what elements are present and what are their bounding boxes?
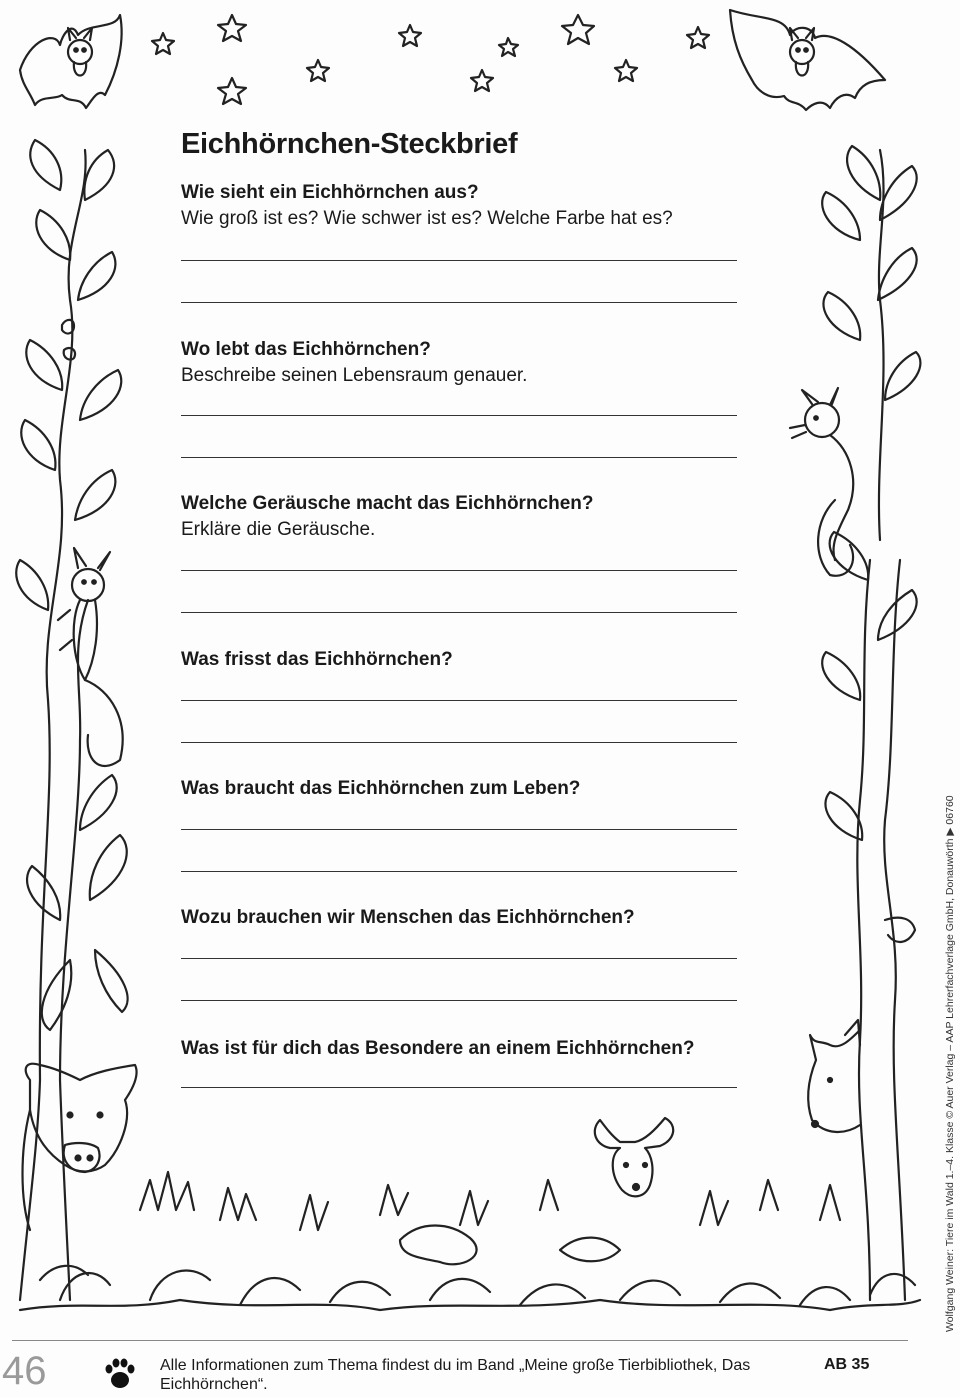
deer-icon <box>595 1118 673 1196</box>
question-hint: Wie groß ist es? Wie schwer ist es? Welche Farbe hat es? <box>181 208 673 229</box>
leaf-icon <box>822 146 920 840</box>
question-hint: Beschreibe seinen Lebensraum genauer. <box>181 365 528 386</box>
answer-line <box>181 302 737 303</box>
question-6 <box>181 905 741 931</box>
answer-line <box>181 570 737 571</box>
answer-line <box>181 700 737 701</box>
sheet-code: AB 35 <box>824 1356 870 1373</box>
copyright-notice: Wolfgang Weiner: Tiere im Wald 1.–4. Klasse © Auer Verlag – AAP Lehrerfachverlage GmbH, Donauwörth ▶ 06760 <box>944 795 956 1332</box>
bat-icon <box>20 15 122 108</box>
question-heading: Wo lebt das Eichhörnchen? <box>181 339 431 360</box>
question-heading: Was frisst das Eichhörnchen? <box>181 649 453 670</box>
question-1 <box>181 180 741 232</box>
question-hint: Erkläre die Geräusche. <box>181 519 376 540</box>
question-5 <box>181 776 741 802</box>
squirrel-icon <box>790 388 853 576</box>
paw-icon <box>100 1354 140 1394</box>
answer-line <box>181 457 737 458</box>
question-4 <box>181 647 741 673</box>
fox-icon <box>808 1020 860 1132</box>
answer-line <box>181 612 737 613</box>
question-heading: Was braucht das Eichhörnchen zum Leben? <box>181 778 581 799</box>
answer-line <box>181 260 737 261</box>
question-heading: Wozu brauchen wir Menschen das Eichhörnchen? <box>181 907 635 928</box>
question-2 <box>181 337 741 389</box>
footer-divider <box>12 1340 908 1341</box>
footer-info-text: Alle Informationen zum Thema findest du im Band „Meine große Tierbibliothek, Das Eichhörnchen“. <box>160 1357 751 1393</box>
answer-line <box>181 1087 737 1088</box>
question-7 <box>181 1036 741 1062</box>
answer-line <box>181 871 737 872</box>
page-number: 46 <box>2 1349 47 1393</box>
answer-line <box>181 1000 737 1001</box>
question-heading: Wie sieht ein Eichhörnchen aus? <box>181 182 479 203</box>
question-heading: Welche Geräusche macht das Eichhörnchen? <box>181 493 594 514</box>
answer-line <box>181 958 737 959</box>
worksheet-title: Eichhörnchen-Steckbrief <box>181 128 518 160</box>
question-3 <box>181 491 741 543</box>
question-heading: Was ist für dich das Besondere an einem Eichhörnchen? <box>181 1038 695 1059</box>
answer-line <box>181 415 737 416</box>
answer-line <box>181 742 737 743</box>
answer-line <box>181 829 737 830</box>
squirrel-icon <box>58 548 123 766</box>
star-icon <box>152 15 709 104</box>
bat-icon <box>730 10 885 110</box>
